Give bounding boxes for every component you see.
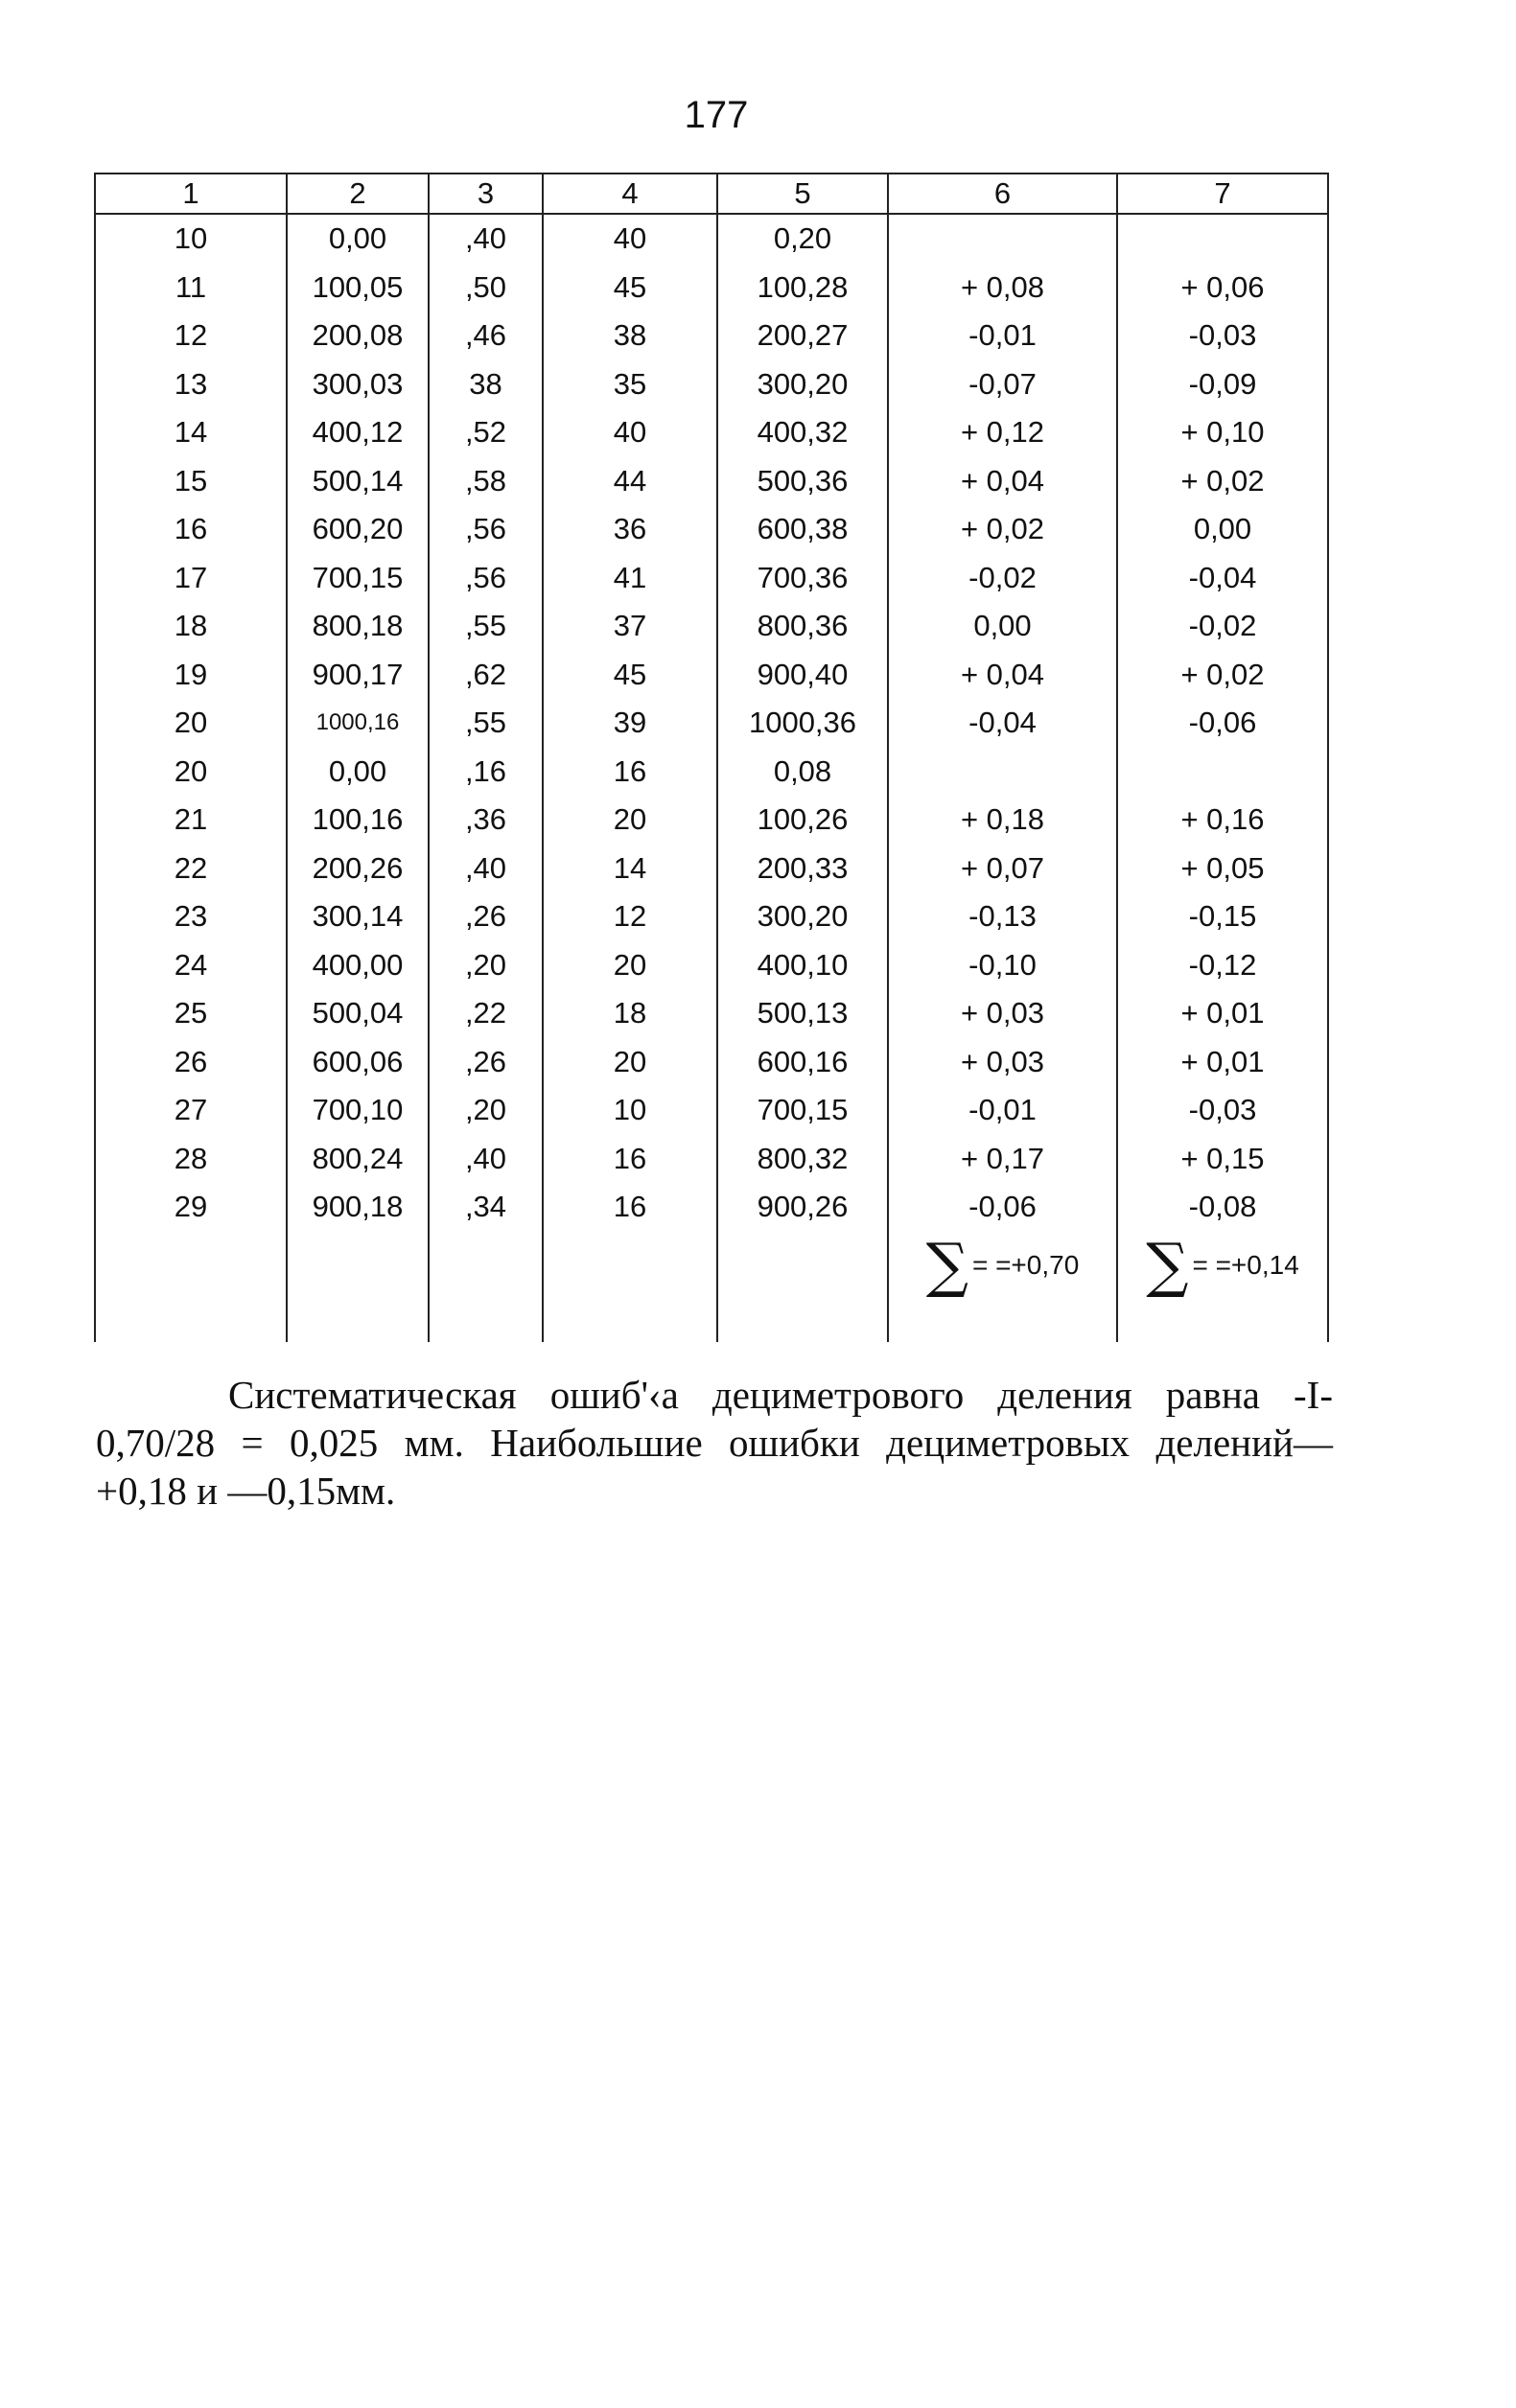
table-row — [95, 214, 1328, 264]
table-row — [95, 796, 1328, 845]
table-row — [95, 554, 1328, 603]
table-cell: -0,01 — [888, 1086, 1117, 1135]
header-row — [95, 174, 1328, 214]
table-cell: + 0,01 — [1117, 1038, 1328, 1087]
table-cell: + 0,05 — [1117, 845, 1328, 893]
table-cell: 10 — [543, 1086, 717, 1135]
table-cell: 21 — [95, 796, 287, 845]
table-row — [95, 312, 1328, 360]
table-cell: ,40 — [429, 214, 543, 264]
table-cell: 25 — [95, 989, 287, 1038]
table-cell: 200,08 — [287, 312, 429, 360]
table-cell: 39 — [543, 699, 717, 748]
column-header: 6 — [888, 174, 1117, 214]
table-cell: ,34 — [429, 1183, 543, 1232]
table-cell — [543, 1232, 717, 1299]
table-cell: 0,00 — [287, 214, 429, 264]
sum-value-col7: = =+0,14 — [1192, 1249, 1299, 1280]
table-cell — [1117, 1299, 1328, 1342]
table-cell: 900,26 — [717, 1183, 888, 1232]
table-cell: -0,06 — [888, 1183, 1117, 1232]
table-cell: + 0,02 — [888, 505, 1117, 554]
table-cell: 38 — [543, 312, 717, 360]
table-row — [95, 1135, 1328, 1184]
table-cell: 20 — [543, 796, 717, 845]
table-cell — [1117, 214, 1328, 264]
table-cell: 500,36 — [717, 457, 888, 506]
table-cell: 600,20 — [287, 505, 429, 554]
table-cell: + 0,16 — [1117, 796, 1328, 845]
table-cell: 600,16 — [717, 1038, 888, 1087]
table-cell: ,26 — [429, 1038, 543, 1087]
table-cell: 100,26 — [717, 796, 888, 845]
table-cell: ,20 — [429, 941, 543, 990]
table-cell: + 0,04 — [888, 457, 1117, 506]
table-cell: ,36 — [429, 796, 543, 845]
table-cell: 38 — [429, 360, 543, 409]
table-cell: + 0,06 — [1117, 264, 1328, 313]
table-row — [95, 845, 1328, 893]
table-row — [95, 1086, 1328, 1135]
table-cell: -0,07 — [888, 360, 1117, 409]
table-cell: + 0,12 — [888, 408, 1117, 457]
table-cell: 40 — [543, 214, 717, 264]
table-cell: -0,15 — [1117, 892, 1328, 941]
table-cell: 14 — [543, 845, 717, 893]
table-cell — [287, 1232, 429, 1299]
table-cell: 35 — [543, 360, 717, 409]
table-cell: + 0,02 — [1117, 651, 1328, 700]
paragraph-line: Систематическая ошиб'‹а дециметрового деления равна -I- — [228, 1373, 1333, 1417]
table-cell: 12 — [95, 312, 287, 360]
table-cell: 600,06 — [287, 1038, 429, 1087]
table-cell: 22 — [95, 845, 287, 893]
table-cell — [95, 1232, 287, 1299]
table-cell: 29 — [95, 1183, 287, 1232]
column-header: 4 — [543, 174, 717, 214]
table-cell: 20 — [95, 699, 287, 748]
table-cell: -0,08 — [1117, 1183, 1328, 1232]
table-row — [95, 748, 1328, 797]
sum-value-col6: = =+0,70 — [971, 1249, 1080, 1280]
table-cell: 10 — [95, 214, 287, 264]
body-paragraph — [96, 1371, 1333, 1515]
table-cell: + 0,07 — [888, 845, 1117, 893]
table-cell: -0,10 — [888, 941, 1117, 990]
table-cell: 700,10 — [287, 1086, 429, 1135]
table-row — [95, 892, 1328, 941]
table-cell: 27 — [95, 1086, 287, 1135]
table-cell: 0,20 — [717, 214, 888, 264]
column-header: 5 — [717, 174, 888, 214]
table-cell: 600,38 — [717, 505, 888, 554]
table-cell: 500,13 — [717, 989, 888, 1038]
table-cell: 26 — [95, 1038, 287, 1087]
table-cell: 18 — [95, 602, 287, 651]
table-cell: + 0,03 — [888, 1038, 1117, 1087]
table-cell: 300,03 — [287, 360, 429, 409]
table-row — [95, 602, 1328, 651]
table-cell: 900,17 — [287, 651, 429, 700]
table-cell: 41 — [543, 554, 717, 603]
table-cell: ,52 — [429, 408, 543, 457]
table-cell: 20 — [95, 748, 287, 797]
table-cell: + 0,04 — [888, 651, 1117, 700]
table-body — [95, 214, 1328, 1342]
table-cell: 100,28 — [717, 264, 888, 313]
table-cell — [717, 1299, 888, 1342]
table-cell: 16 — [543, 1135, 717, 1184]
table-cell: ,50 — [429, 264, 543, 313]
column-header: 2 — [287, 174, 429, 214]
table-cell: 1000,16 — [287, 699, 429, 748]
table-cell: 400,32 — [717, 408, 888, 457]
table-cell: 16 — [95, 505, 287, 554]
table-cell: + 0,02 — [1117, 457, 1328, 506]
table-row — [95, 989, 1328, 1038]
table-cell: ,55 — [429, 602, 543, 651]
table-cell: 36 — [543, 505, 717, 554]
table-cell — [95, 1299, 287, 1342]
table-cell: ,22 — [429, 989, 543, 1038]
column-header: 7 — [1117, 174, 1328, 214]
table-cell: 300,14 — [287, 892, 429, 941]
table-cell: 700,36 — [717, 554, 888, 603]
table-cell: 18 — [543, 989, 717, 1038]
table-cell: + 0,10 — [1117, 408, 1328, 457]
table-cell: -0,01 — [888, 312, 1117, 360]
table-cell — [717, 1232, 888, 1299]
table-cell: 11 — [95, 264, 287, 313]
table-cell — [888, 1299, 1117, 1342]
table-cell: 200,27 — [717, 312, 888, 360]
table-cell: 100,05 — [287, 264, 429, 313]
table-cell: -0,04 — [1117, 554, 1328, 603]
table-cell: 200,33 — [717, 845, 888, 893]
table-cell — [429, 1299, 543, 1342]
table-cell: -0,12 — [1117, 941, 1328, 990]
page-number: 177 — [684, 94, 749, 136]
table-row — [95, 408, 1328, 457]
table-cell: -0,03 — [1117, 1086, 1328, 1135]
table-cell: 800,36 — [717, 602, 888, 651]
table-cell: 700,15 — [287, 554, 429, 603]
table-row — [95, 699, 1328, 748]
table-cell: + 0,18 — [888, 796, 1117, 845]
table-row — [95, 457, 1328, 506]
table-cell: -0,02 — [888, 554, 1117, 603]
table-cell: + 0,03 — [888, 989, 1117, 1038]
table-row — [95, 1183, 1328, 1232]
table-cell — [429, 1232, 543, 1299]
table-cell: -0,09 — [1117, 360, 1328, 409]
table-cell: 0,08 — [717, 748, 888, 797]
table-cell: 44 — [543, 457, 717, 506]
table-cell — [1117, 748, 1328, 797]
table-row — [95, 941, 1328, 990]
table-cell: 1000,36 — [717, 699, 888, 748]
table-cell: ,62 — [429, 651, 543, 700]
paragraph-line: 0,70/28 = 0,025 мм. Наибольшие ошибки дециметровых делений— — [96, 1421, 1333, 1465]
table-cell: -0,02 — [1117, 602, 1328, 651]
table-cell: 17 — [95, 554, 287, 603]
paragraph-line: +0,18 и —0,15мм. — [96, 1469, 396, 1513]
table-cell: 800,32 — [717, 1135, 888, 1184]
table-cell: 500,14 — [287, 457, 429, 506]
table-cell: 300,20 — [717, 360, 888, 409]
table-cell: 800,18 — [287, 602, 429, 651]
table-cell: 0,00 — [1117, 505, 1328, 554]
sum-cell-col7 — [1117, 1229, 1328, 1300]
table-cell: 700,15 — [717, 1086, 888, 1135]
table-cell: 400,12 — [287, 408, 429, 457]
table-cell: 24 — [95, 941, 287, 990]
table-cell: 200,26 — [287, 845, 429, 893]
table-cell: 12 — [543, 892, 717, 941]
table-row — [95, 1038, 1328, 1087]
table-cell: 28 — [95, 1135, 287, 1184]
table-row — [95, 264, 1328, 313]
table-cell: 0,00 — [287, 748, 429, 797]
table-cell — [888, 748, 1117, 797]
table-cell: + 0,17 — [888, 1135, 1117, 1184]
table-cell — [543, 1299, 717, 1342]
table-cell: 20 — [543, 941, 717, 990]
table-cell: -0,04 — [888, 699, 1117, 748]
table-cell: 16 — [543, 1183, 717, 1232]
column-header: 3 — [429, 174, 543, 214]
table-cell: 900,18 — [287, 1183, 429, 1232]
table-cell: ,16 — [429, 748, 543, 797]
table-cell: + 0,08 — [888, 264, 1117, 313]
table-cell: 0,00 — [888, 602, 1117, 651]
table-cell: ,46 — [429, 312, 543, 360]
table-cell: -0,03 — [1117, 312, 1328, 360]
table-cell: 500,04 — [287, 989, 429, 1038]
table-cell: 900,40 — [717, 651, 888, 700]
table-row — [95, 360, 1328, 409]
table-cell: ,26 — [429, 892, 543, 941]
table-cell: ,56 — [429, 554, 543, 603]
table-cell: + 0,01 — [1117, 989, 1328, 1038]
table-cell: ,40 — [429, 1135, 543, 1184]
table-cell: 400,00 — [287, 941, 429, 990]
table-cell: 14 — [95, 408, 287, 457]
table-cell: 23 — [95, 892, 287, 941]
table-cell — [287, 1299, 429, 1342]
table-cell: 13 — [95, 360, 287, 409]
table-cell: ,56 — [429, 505, 543, 554]
table-cell: 100,16 — [287, 796, 429, 845]
table-cell: ,40 — [429, 845, 543, 893]
table-row — [95, 651, 1328, 700]
table-cell: ,58 — [429, 457, 543, 506]
table-cell: 40 — [543, 408, 717, 457]
table-cell: ,20 — [429, 1086, 543, 1135]
table-cell: -0,06 — [1117, 699, 1328, 748]
table-cell: 37 — [543, 602, 717, 651]
table-cell: 20 — [543, 1038, 717, 1087]
table-cell: 19 — [95, 651, 287, 700]
sigma-symbol: ∑ — [1146, 1229, 1189, 1300]
table-cell: 15 — [95, 457, 287, 506]
table-cell — [888, 214, 1117, 264]
table-cell: ,55 — [429, 699, 543, 748]
column-header: 1 — [95, 174, 287, 214]
table-cell: 800,24 — [287, 1135, 429, 1184]
sum-row — [95, 1232, 1328, 1299]
table-cell: -0,13 — [888, 892, 1117, 941]
table-row — [95, 505, 1328, 554]
sigma-symbol: ∑ — [925, 1229, 968, 1300]
table-cell: 16 — [543, 748, 717, 797]
spacer-row — [95, 1299, 1328, 1342]
table-cell: + 0,15 — [1117, 1135, 1328, 1184]
table-cell: 45 — [543, 651, 717, 700]
table-cell: 300,20 — [717, 892, 888, 941]
table-cell: 400,10 — [717, 941, 888, 990]
table-cell: 45 — [543, 264, 717, 313]
measurement-table — [94, 173, 1329, 1342]
sum-cell-col6 — [888, 1229, 1117, 1300]
